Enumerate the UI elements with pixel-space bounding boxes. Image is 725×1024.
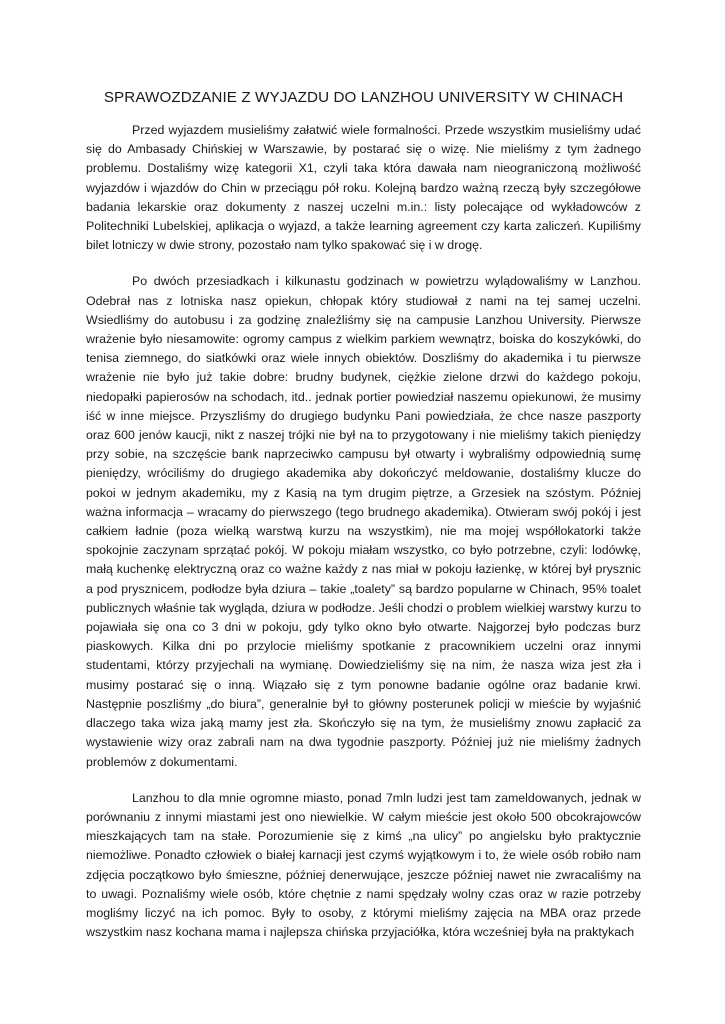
- paragraph-formalities: Przed wyjazdem musieliśmy załatwić wiele formalności. Przede wszystkim musieliśmy udać się do Ambasady Chińskiej w Warszawie, by postarać się o wizę. Nie mieliśmy z tym żadnego problemu. Dostaliśmy wizę kategorii X1, czyli taka która dawała nam nieograniczoną możliwość wyjazdów i wjazdów do Chin w przeciągu pół roku. Kolejną bardzo ważną rzeczą były szczegółowe badania lekarskie oraz dokumenty z naszej uczelni m.in.: listy polecające od wykładowców z Politechniki Lubelskiej, aplikacja o wyjazd, a także learning agreement czy karta zaliczeń. Kupiliśmy bilet lotniczy w dwie strony, pozostało nam tylko spakować się i w drogę.: [86, 123, 641, 253]
- paragraph-arrival: Po dwóch przesiadkach i kilkunastu godzinach w powietrzu wylądowaliśmy w Lanzhou. Odebrał nas z lotniska nasz opiekun, chłopak który studiował z nami na tej samej uczelni. Wsiedliśmy do autobusu i za godzinę znaleźliśmy się na campusie Lanzhou University. Pierwsze wrażenie było niesamowite: ogromy campus z wielkim parkiem wewnątrz, boiska do koszykówki, do tenisa ziemnego, do siatkówki oraz wiele innych obiektów. Doszliśmy do akademika i tu pierwsze wrażenie nie było już takie dobre: brudny budynek, ciężkie zielone drzwi do każdego pokoju, niedopałki papierosów na schodach, itd.. jednak portier powiedział naszemu opiekunowi, że musimy iść w inne miejsce. Przyszliśmy do drugiego budynku Pani powiedziała, że chce nasze paszporty oraz 600 jenów kaucji, nikt z naszej trójki nie był na to przygotowany i nie mieliśmy takich pieniędzy przy sobie, na szczęście bank naprzeciwko campusu był otwarty i wybraliśmy odpowiednią sumę pieniędzy, wróciliśmy do drugiego akademika aby dokończyć meldowanie, dostaliśmy klucze do pokoi w jednym akademiku, my z Kasią na tym drugim piętrze, a Grzesiek na szóstym. Później ważna informacja – wracamy do pierwszego (tego brudnego akademika). Otwieram swój pokój i jest całkiem ładnie (poza wielką warstwą kurzu na wszystkim), nie ma mojej współlokatorki także spokojnie zaczynam sprzątać pokój. W pokoju miałam wszystko, co było potrzebne, czyli: lodówkę, małą kuchenkę elektryczną oraz co ważne każdy z nas miał w pokoju łazienkę, w której był prysznic a pod prysznicem, podłodze była dziura – takie „toalety” są bardzo popularne w Chinach, 95% toalet publicznych właśnie tak wygląda, dziura w podłodze. Jeśli chodzi o problem wielkiej warstwy kurzu to pojawiała się ona co 3 dni w pokoju, gdy tylko okno było otwarte. Najgorzej było podczas burz piaskowych. Kilka dni po przylocie mieliśmy spotkanie z pracownikiem uczelni oraz innymi studentami, którzy przyjechali na wymianę. Dowiedzieliśmy się na nim, że nasza wiza jest zła i musimy postarać się o inną. Wiązało się z tym ponowne badanie ogólne oraz badanie krwi. Następnie poszliśmy „do biura”, generalnie był to główny posterunek policji w mieście by wyjaśnić dlaczego taka wiza jaką mamy jest zła. Skończyło się na tym, że musieliśmy znowu zapłacić za wystawienie wizy oraz zabrali nam na dwa tygodnie paszporty. Później już nie mieliśmy żadnych problemów z dokumentami.: [86, 274, 641, 769]
- paragraph-city: Lanzhou to dla mnie ogromne miasto, ponad 7mln ludzi jest tam zameldowanych, jednak w porównaniu z innymi miastami jest ono niewielkie. W całym mieście jest około 500 obcokrajowców mieszkających tam na stałe. Porozumienie się z kimś „na ulicy” po angielsku było praktycznie niemożliwe. Ponadto człowiek o białej karnacji jest czymś wyjątkowym i to, że wiele osób robiło nam zdjęcia początkowo było śmieszne, później denerwujące, jeszcze później nawet nie zwracaliśmy na to uwagi. Poznaliśmy wiele osób, które chętnie z nami spędzały wolny czas oraz w razie potrzeby mogliśmy liczyć na ich pomoc. Były to osoby, z którymi mieliśmy zajęcia na MBA oraz przede wszystkim nasz kochana mama i najlepsza chińska przyjaciółka, która wcześniej była na praktykach: [86, 790, 641, 940]
- document-body: [86, 121, 641, 959]
- document-title: SPRAWOZDZANIE Z WYJAZDU DO LANZHOU UNIVERSITY W CHINACH: [103, 89, 624, 106]
